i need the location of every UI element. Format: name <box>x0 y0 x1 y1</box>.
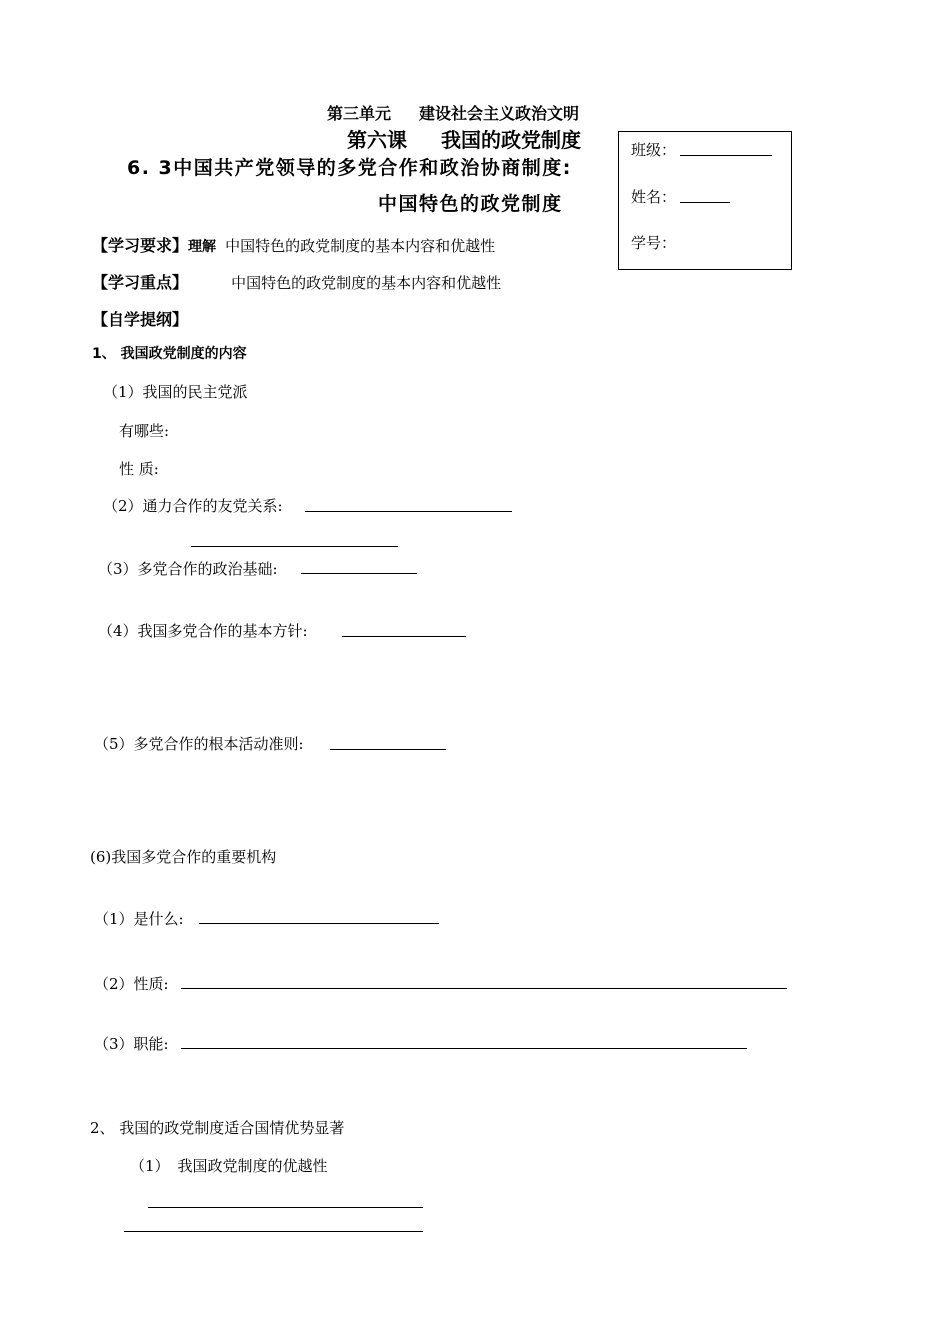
student-id-label: 学号： <box>631 234 677 252</box>
q3-political-basis: （3）多党合作的政治基础: <box>98 560 278 578</box>
q6-nature-answer-line[interactable] <box>181 988 787 989</box>
key-points <box>92 270 501 293</box>
part2-q1 <box>130 1155 328 1176</box>
key-points-text: 中国特色的政党制度的基本内容和优越性 <box>231 274 502 292</box>
outline-label: 【自学提纲】 <box>92 310 189 329</box>
q2-answer-line-2[interactable] <box>191 546 398 547</box>
lesson-name: 我国的政党制度 <box>441 128 581 152</box>
study-req-label: 【学习要求】 <box>92 236 189 255</box>
q1-nature: 性 质: <box>119 460 159 478</box>
name-label: 姓名： <box>631 188 677 206</box>
unit-title <box>327 101 579 124</box>
unit-number: 第三单元 <box>327 104 392 123</box>
q6-what-is-it: （1）是什么: <box>94 910 184 928</box>
class-label: 班级： <box>631 141 677 159</box>
lesson-number: 第六课 <box>347 128 407 152</box>
q6-functions: （3）职能: <box>94 1035 169 1053</box>
name-field[interactable] <box>680 202 730 203</box>
lesson-title <box>347 124 581 153</box>
part2-heading: 2、 我国的政党制度适合国情优势显著 <box>90 1119 345 1137</box>
key-points-label: 【学习重点】 <box>92 273 189 292</box>
study-req-verb: 理解 <box>188 239 217 255</box>
q4-basic-policy: （4）我国多党合作的基本方针: <box>98 622 308 640</box>
q6-nature: （2）性质: <box>94 975 169 993</box>
q1-which-parties: 有哪些: <box>119 422 170 440</box>
q6-important-body: (6)我国多党合作的重要机构 <box>90 848 277 866</box>
q1-democratic-parties: （1）我国的民主党派 <box>103 383 248 401</box>
part2-q1-number: （1） <box>130 1157 170 1175</box>
part2-answer-line-1[interactable] <box>148 1207 423 1208</box>
q5-answer-line[interactable] <box>330 749 446 750</box>
section-title-line1: 6. 3中国共产党领导的多党合作和政治协商制度: <box>127 157 572 179</box>
part2-answer-line-2[interactable] <box>124 1231 423 1232</box>
q6-what-answer-line[interactable] <box>199 923 439 924</box>
q6-functions-answer-line[interactable] <box>181 1048 747 1049</box>
q2-answer-line-1[interactable] <box>305 511 512 512</box>
class-field[interactable] <box>680 155 772 156</box>
unit-name: 建设社会主义政治文明 <box>419 104 580 123</box>
part1-heading: 1、 我国政党制度的内容 <box>92 346 247 362</box>
study-requirements <box>92 233 495 256</box>
q3-answer-line[interactable] <box>301 573 417 574</box>
q2-friendly-relations: （2）通力合作的友党关系: <box>103 497 283 515</box>
part2-q1-text: 我国政党制度的优越性 <box>177 1157 328 1175</box>
q5-activity-principle: （5）多党合作的根本活动准则: <box>94 735 304 753</box>
q4-answer-line[interactable] <box>342 636 466 637</box>
study-req-text: 中国特色的政党制度的基本内容和优越性 <box>225 237 496 255</box>
section-title-line2: 中国特色的政党制度 <box>378 193 563 215</box>
